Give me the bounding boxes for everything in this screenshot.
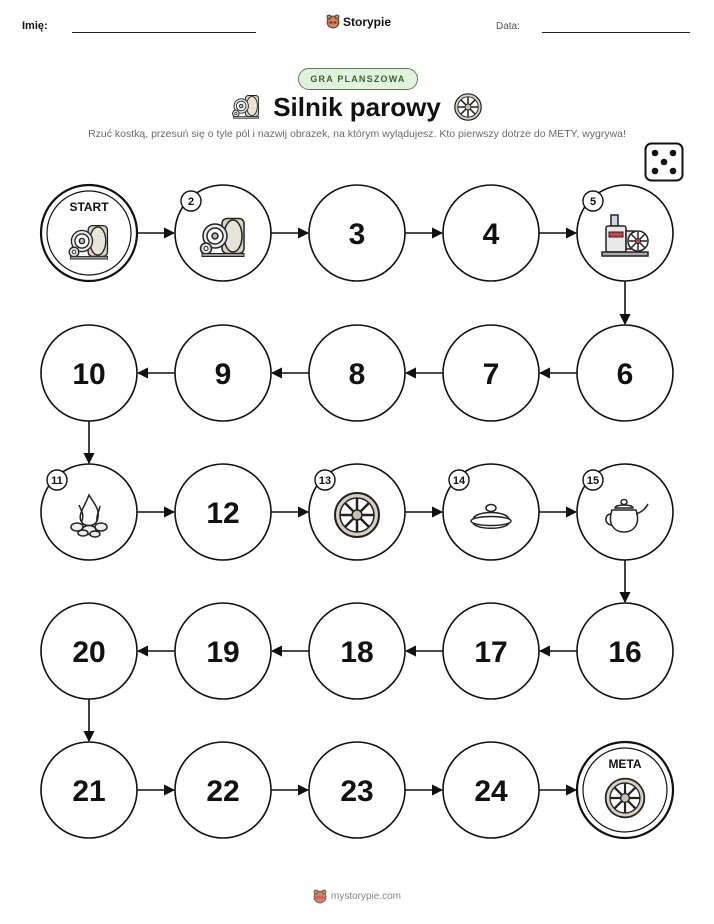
board-space-17[interactable] <box>443 603 539 699</box>
board-space-16[interactable] <box>577 603 673 699</box>
board-space-18[interactable] <box>309 603 405 699</box>
brand-name: Storypie <box>343 14 392 29</box>
space-number: 20 <box>72 636 106 669</box>
board-space-6[interactable] <box>577 325 673 421</box>
storypie-mascot-icon <box>313 889 327 904</box>
category-badge: GRA PLANSZOWA <box>298 68 418 90</box>
board-space-10[interactable] <box>41 325 137 421</box>
footer-url: mystorypie.com <box>330 891 401 902</box>
space-number: 9 <box>214 358 232 391</box>
board-space-9[interactable] <box>175 325 271 421</box>
date-label: Data: <box>496 21 520 32</box>
wheel-icon <box>606 779 645 818</box>
space-number: 8 <box>348 358 366 391</box>
space-number: 10 <box>72 358 106 391</box>
space-number: 3 <box>348 218 366 251</box>
board-space-start[interactable] <box>41 185 137 281</box>
page-title: Silnik parowy <box>273 92 441 122</box>
space-number: 17 <box>474 636 508 669</box>
space-number: 5 <box>589 196 597 208</box>
space-number: 7 <box>482 358 500 391</box>
board-space-20[interactable] <box>41 603 137 699</box>
space-number: 23 <box>340 775 374 808</box>
board-space-3[interactable] <box>309 185 405 281</box>
space-number: 12 <box>206 497 240 530</box>
space-number: 19 <box>206 636 240 669</box>
space-number: 11 <box>51 475 63 487</box>
space-number: 18 <box>340 636 374 669</box>
name-label: Imię: <box>22 20 48 32</box>
board-space-11[interactable] <box>41 464 137 560</box>
space-number: 15 <box>586 475 600 487</box>
board-space-23[interactable] <box>309 742 405 838</box>
board-space-13[interactable] <box>309 464 405 560</box>
board-space-5[interactable] <box>577 185 673 281</box>
board-space-14[interactable] <box>443 464 539 560</box>
space-number: 4 <box>482 218 500 251</box>
instructions: Rzuć kostką, przesuń się o tyle pól i nazwij obrazek, na którym wylądujesz. Kto pierwszy dotrze do METY, wygrywa! <box>88 128 626 140</box>
board-space-24[interactable] <box>443 742 539 838</box>
board-space-15[interactable] <box>577 464 673 560</box>
space-number: 21 <box>72 775 106 808</box>
board-space-12[interactable] <box>175 464 271 560</box>
board-space-19[interactable] <box>175 603 271 699</box>
space-number: 16 <box>608 636 642 669</box>
space-number: 2 <box>187 196 195 208</box>
board-space-meta[interactable] <box>577 742 673 838</box>
space-label: META <box>608 757 642 771</box>
space-number: 13 <box>318 475 332 487</box>
board-space-4[interactable] <box>443 185 539 281</box>
footer <box>0 889 714 904</box>
space-number: 14 <box>452 475 466 487</box>
board-space-7[interactable] <box>443 325 539 421</box>
space-number: 6 <box>616 358 634 391</box>
board-space-22[interactable] <box>175 742 271 838</box>
board-space-21[interactable] <box>41 742 137 838</box>
board-space-2[interactable] <box>175 185 271 281</box>
board-space-8[interactable] <box>309 325 405 421</box>
space-label: START <box>69 200 109 214</box>
space-number: 22 <box>206 775 240 808</box>
wheel-icon <box>335 493 379 537</box>
space-number: 24 <box>474 775 508 808</box>
